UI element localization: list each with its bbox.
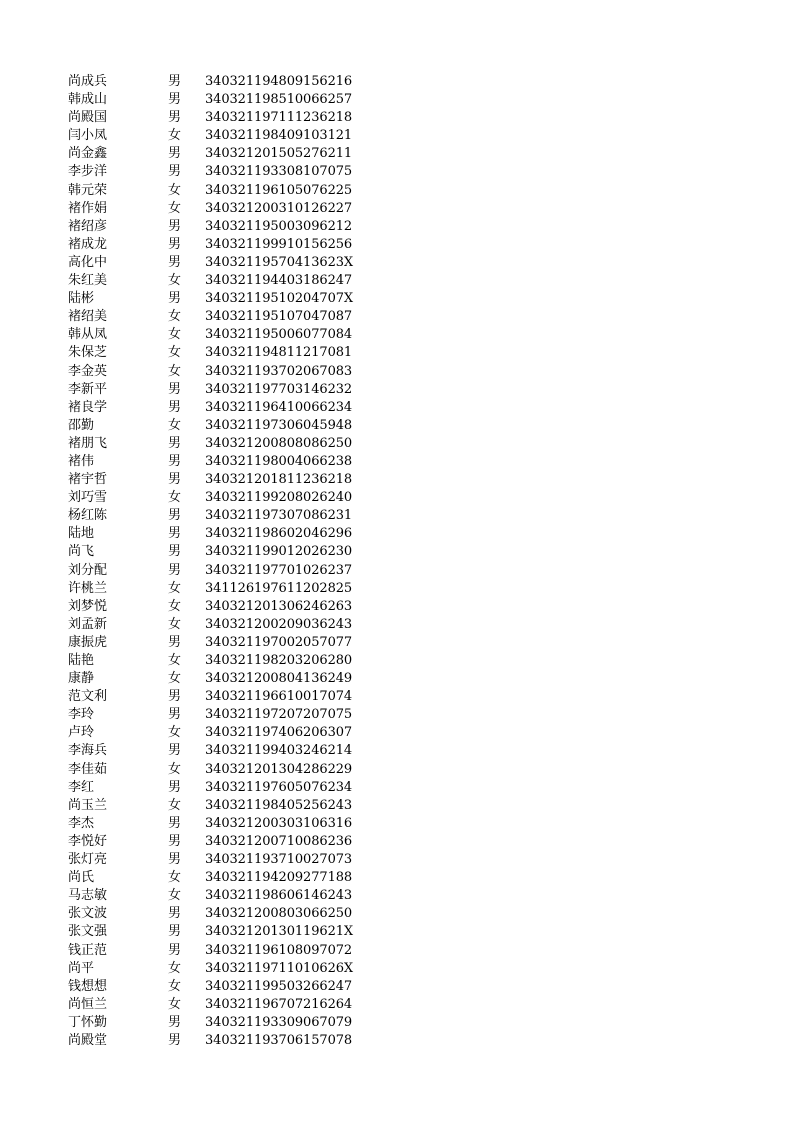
person-name: 卢玲	[68, 725, 95, 741]
person-name: 刘孟新	[68, 616, 108, 632]
person-id-number: 341126197611202825	[205, 580, 353, 596]
person-gender: 男	[168, 526, 182, 542]
table-row	[68, 435, 368, 453]
person-gender: 男	[168, 689, 182, 705]
person-gender: 女	[168, 978, 182, 994]
person-gender: 男	[168, 435, 182, 451]
person-id-number: 340321196410066234	[205, 399, 353, 415]
person-id-number: 340321196105076225	[205, 182, 353, 198]
person-name: 褚作娟	[68, 200, 108, 216]
table-row	[68, 1032, 368, 1050]
person-gender: 男	[168, 508, 182, 524]
person-gender: 男	[168, 562, 182, 578]
table-row	[68, 236, 368, 254]
person-id-number: 340321201304286229	[205, 761, 353, 777]
person-gender: 女	[168, 598, 182, 614]
person-id-number: 34032120130119621X	[205, 924, 354, 940]
person-id-number: 34032119711010626X	[205, 960, 354, 976]
person-gender: 男	[168, 164, 182, 180]
person-id-number: 340321194811217081	[205, 345, 353, 361]
table-row	[68, 942, 368, 960]
table-row	[68, 290, 368, 308]
person-gender: 男	[168, 544, 182, 560]
person-id-number: 340321197307086231	[205, 508, 353, 524]
person-id-number: 340321199403246214	[205, 743, 353, 759]
person-gender: 男	[168, 779, 182, 795]
person-gender: 女	[168, 797, 182, 813]
person-name: 李杰	[68, 815, 95, 831]
person-id-number: 340321200803066250	[205, 906, 353, 922]
person-id-number: 340321199503266247	[205, 978, 353, 994]
person-id-number: 340321201306246263	[205, 598, 353, 614]
person-id-number: 340321197703146232	[205, 381, 353, 397]
person-name: 朱保芝	[68, 345, 108, 361]
table-row	[68, 381, 368, 399]
table-row	[68, 670, 368, 688]
table-row	[68, 109, 368, 127]
person-id-number: 340321193706157078	[205, 1032, 353, 1048]
person-gender: 男	[168, 453, 182, 469]
table-row	[68, 905, 368, 923]
person-id-number: 34032119570413623X	[205, 254, 354, 270]
table-row	[68, 960, 368, 978]
table-row	[68, 489, 368, 507]
person-id-number: 340321195006077084	[205, 327, 353, 343]
person-name: 闫小凤	[68, 128, 108, 144]
person-id-number: 340321196707216264	[205, 996, 353, 1012]
person-name: 尚平	[68, 960, 95, 976]
person-id-number: 340321197002057077	[205, 634, 353, 650]
person-gender: 女	[168, 273, 182, 289]
person-id-number: 340321198602046296	[205, 526, 353, 542]
person-name: 褚成龙	[68, 236, 108, 252]
roster-table	[68, 73, 368, 1050]
person-name: 刘分配	[68, 562, 108, 578]
person-id-number: 340321200710086236	[205, 833, 353, 849]
table-row	[68, 580, 368, 598]
table-row	[68, 254, 368, 272]
person-gender: 女	[168, 870, 182, 886]
person-gender: 男	[168, 74, 182, 89]
person-name: 马志敏	[68, 888, 108, 904]
person-gender: 女	[168, 888, 182, 904]
person-gender: 男	[168, 906, 182, 922]
person-gender: 男	[168, 218, 182, 234]
person-id-number: 340321200808086250	[205, 435, 353, 451]
person-gender: 男	[168, 852, 182, 868]
table-row	[68, 598, 368, 616]
person-gender: 男	[168, 381, 182, 397]
person-name: 刘巧雪	[68, 490, 108, 506]
person-name: 杨红陈	[68, 508, 108, 524]
table-row	[68, 616, 368, 634]
table-row	[68, 145, 368, 163]
table-row	[68, 399, 368, 417]
person-gender: 女	[168, 761, 182, 777]
person-id-number: 340321197406206307	[205, 725, 353, 741]
person-name: 尚恒兰	[68, 996, 108, 1012]
person-id-number: 340321197207207075	[205, 707, 353, 723]
table-row	[68, 525, 368, 543]
person-gender: 男	[168, 254, 182, 270]
person-id-number: 340321200310126227	[205, 200, 353, 216]
person-name: 韩元荣	[68, 182, 108, 198]
person-id-number: 340321197306045948	[205, 417, 353, 433]
table-row	[68, 761, 368, 779]
person-id-number: 340321193308107075	[205, 164, 353, 180]
table-row	[68, 779, 368, 797]
person-gender: 男	[168, 472, 182, 488]
person-gender: 女	[168, 580, 182, 596]
table-row	[68, 724, 368, 742]
person-name: 尚飞	[68, 544, 95, 560]
person-name: 李悦好	[68, 833, 108, 849]
person-id-number: 340321195003096212	[205, 218, 353, 234]
table-row	[68, 996, 368, 1014]
person-gender: 女	[168, 200, 182, 216]
person-gender: 男	[168, 634, 182, 650]
person-id-number: 340321194403186247	[205, 273, 353, 289]
table-row	[68, 308, 368, 326]
person-id-number: 340321197701026237	[205, 562, 353, 578]
table-row	[68, 326, 368, 344]
table-row	[68, 706, 368, 724]
table-row	[68, 363, 368, 381]
person-gender: 女	[168, 309, 182, 325]
person-gender: 男	[168, 1032, 182, 1048]
person-gender: 男	[168, 743, 182, 759]
person-gender: 女	[168, 182, 182, 198]
person-gender: 男	[168, 707, 182, 723]
table-row	[68, 471, 368, 489]
person-gender: 男	[168, 236, 182, 252]
person-id-number: 34032119510204707X	[205, 291, 354, 307]
person-name: 朱红美	[68, 273, 108, 289]
person-id-number: 340321198405256243	[205, 797, 353, 813]
table-row	[68, 851, 368, 869]
person-id-number: 340321194209277188	[205, 870, 353, 886]
person-id-number: 340321201505276211	[205, 146, 353, 162]
table-row	[68, 815, 368, 833]
person-name: 许桃兰	[68, 580, 108, 596]
table-row	[68, 417, 368, 435]
table-row	[68, 562, 368, 580]
person-name: 钱想想	[68, 978, 108, 994]
person-gender: 女	[168, 996, 182, 1012]
person-name: 尚玉兰	[68, 797, 108, 813]
person-name: 张灯亮	[68, 852, 108, 868]
table-row	[68, 543, 368, 561]
person-name: 张文波	[68, 906, 108, 922]
person-name: 尚殿堂	[68, 1032, 108, 1048]
person-gender: 女	[168, 616, 182, 632]
person-name: 褚绍美	[68, 309, 108, 325]
table-row	[68, 833, 368, 851]
table-row	[68, 507, 368, 525]
person-gender: 女	[168, 490, 182, 506]
person-name: 刘梦悦	[68, 598, 108, 614]
person-name: 褚良学	[68, 399, 108, 415]
person-gender: 女	[168, 671, 182, 687]
person-gender: 男	[168, 815, 182, 831]
person-gender: 女	[168, 327, 182, 343]
person-gender: 男	[168, 833, 182, 849]
person-id-number: 340321198606146243	[205, 888, 353, 904]
person-name: 丁怀勤	[68, 1014, 108, 1030]
person-gender: 女	[168, 363, 182, 379]
person-id-number: 340321199208026240	[205, 490, 353, 506]
person-name: 康振虎	[68, 634, 108, 650]
person-name: 钱正范	[68, 942, 108, 958]
person-id-number: 340321196108097072	[205, 942, 353, 958]
person-name: 尚成兵	[68, 74, 108, 89]
table-row	[68, 1014, 368, 1032]
person-name: 李新平	[68, 381, 108, 397]
person-name: 邵勤	[68, 417, 95, 433]
person-name: 李金英	[68, 363, 108, 379]
person-gender: 女	[168, 417, 182, 433]
person-id-number: 340321198409103121	[205, 128, 353, 144]
table-row	[68, 453, 368, 471]
person-id-number: 340321197111236218	[205, 110, 353, 126]
person-id-number: 340321198510066257	[205, 92, 353, 108]
person-name: 褚宇哲	[68, 472, 108, 488]
person-name: 李海兵	[68, 743, 108, 759]
person-gender: 男	[168, 92, 182, 108]
person-name: 尚殿国	[68, 110, 108, 126]
person-gender: 男	[168, 146, 182, 162]
table-row	[68, 923, 368, 941]
person-gender: 男	[168, 924, 182, 940]
person-name: 陆地	[68, 526, 95, 542]
table-row	[68, 163, 368, 181]
person-gender: 女	[168, 128, 182, 144]
table-row	[68, 634, 368, 652]
person-id-number: 340321196610017074	[205, 689, 353, 705]
person-name: 陆彬	[68, 291, 95, 307]
person-name: 褚绍彦	[68, 218, 108, 234]
person-name: 陆艳	[68, 653, 95, 668]
person-gender: 男	[168, 291, 182, 307]
table-row	[68, 91, 368, 109]
person-name: 褚朋飞	[68, 435, 108, 451]
person-id-number: 340321193710027073	[205, 852, 353, 868]
person-id-number: 340321200303106316	[205, 815, 353, 831]
table-row	[68, 652, 368, 670]
person-name: 李步洋	[68, 164, 108, 180]
table-row	[68, 688, 368, 706]
person-id-number: 340321198004066238	[205, 453, 353, 469]
table-row	[68, 742, 368, 760]
person-name: 韩从凤	[68, 327, 108, 343]
person-gender: 女	[168, 960, 182, 976]
person-name: 李佳茹	[68, 761, 108, 777]
person-name: 范文利	[68, 689, 108, 705]
table-row	[68, 218, 368, 236]
person-name: 张文强	[68, 924, 108, 940]
table-row	[68, 869, 368, 887]
person-id-number: 340321199910156256	[205, 236, 353, 252]
person-name: 康静	[68, 671, 95, 687]
person-name: 尚氏	[68, 870, 95, 886]
person-id-number: 340321199012026230	[205, 544, 353, 560]
person-name: 李红	[68, 779, 95, 795]
person-gender: 女	[168, 725, 182, 741]
person-id-number: 340321194809156216	[205, 74, 353, 89]
table-row	[68, 978, 368, 996]
person-name: 尚金鑫	[68, 146, 108, 162]
table-row	[68, 344, 368, 362]
person-id-number: 340321195107047087	[205, 309, 353, 325]
person-id-number: 340321193702067083	[205, 363, 353, 379]
person-gender: 男	[168, 1014, 182, 1030]
table-row	[68, 127, 368, 145]
person-id-number: 340321200804136249	[205, 671, 353, 687]
table-row	[68, 887, 368, 905]
person-id-number: 340321193309067079	[205, 1014, 353, 1030]
person-name: 韩成山	[68, 92, 108, 108]
table-row	[68, 797, 368, 815]
table-row	[68, 272, 368, 290]
person-name: 李玲	[68, 707, 95, 723]
person-name: 褚伟	[68, 453, 95, 469]
table-row	[68, 200, 368, 218]
person-id-number: 340321197605076234	[205, 779, 353, 795]
table-row	[68, 182, 368, 200]
person-gender: 女	[168, 653, 182, 668]
person-gender: 男	[168, 942, 182, 958]
person-gender: 男	[168, 110, 182, 126]
person-id-number: 340321201811236218	[205, 472, 353, 488]
person-name: 高化中	[68, 254, 108, 270]
person-id-number: 340321198203206280	[205, 653, 353, 668]
person-id-number: 340321200209036243	[205, 616, 353, 632]
person-gender: 男	[168, 399, 182, 415]
person-gender: 女	[168, 345, 182, 361]
table-row	[68, 73, 368, 91]
